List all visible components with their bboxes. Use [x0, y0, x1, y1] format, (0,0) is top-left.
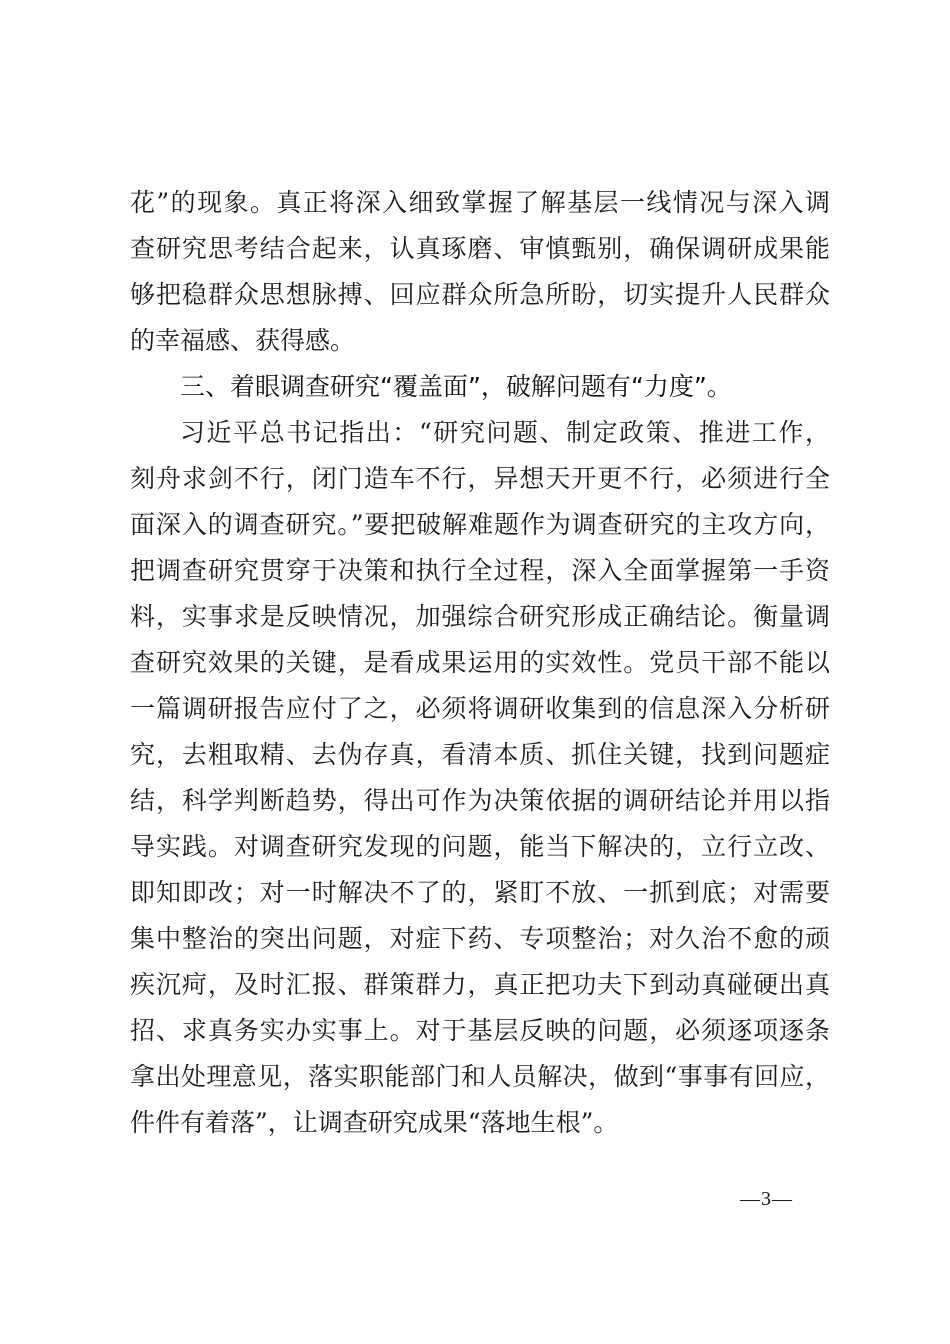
- body-text: [130, 180, 830, 1146]
- paragraph-line: 结，科学判断趋势，得出可作为决策依据的调研结论并用以指: [130, 786, 830, 815]
- page-number: —3—: [740, 1188, 793, 1210]
- paragraph-line: 的幸福感、获得感。: [130, 326, 356, 355]
- paragraph-line: 习近平总书记指出：“研究问题、制定政策、推进工作，: [180, 418, 830, 447]
- paragraph-line: 查研究思考结合起来，认真琢磨、审慎甄别，确保调研成果能: [130, 234, 830, 263]
- paragraph-line: 面深入的调查研究。”要把破解难题作为调查研究的主攻方向，: [130, 510, 830, 539]
- paragraph-line: 招、求真务实办实事上。对于基层反映的问题，必须逐项逐条: [130, 1016, 830, 1045]
- paragraph-line: 刻舟求剑不行，闭门造车不行，异想天开更不行，必须进行全: [130, 464, 830, 493]
- paragraph-line: 疾沉疴，及时汇报、群策群力，真正把功夫下到动真碰硬出真: [130, 970, 830, 999]
- paragraph-2: [130, 410, 830, 1146]
- paragraph-line: 一篇调研报告应付了之，必须将调研收集到的信息深入分析研: [130, 694, 830, 723]
- paragraph-line: 够把稳群众思想脉搏、回应群众所急所盼，切实提升人民群众: [130, 280, 830, 309]
- paragraph-line: 拿出处理意见，落实职能部门和人员解决，做到“事事有回应，: [130, 1062, 830, 1091]
- paragraph-line: 集中整治的突出问题，对症下药、专项整治；对久治不愈的顽: [130, 924, 830, 953]
- paragraph-line: 即知即改；对一时解决不了的，紧盯不放、一抓到底；对需要: [130, 878, 830, 907]
- paragraph-1: [130, 180, 830, 364]
- paragraph-line: 料，实事求是反映情况，加强综合研究形成正确结论。衡量调: [130, 602, 830, 631]
- paragraph-line: 导实践。对调查研究发现的问题，能当下解决的，立行立改、: [130, 832, 830, 861]
- section-heading: 三、着眼调查研究“覆盖面”，破解问题有“力度”。: [180, 372, 732, 401]
- paragraph-line: 件件有着落”，让调查研究成果“落地生根”。: [130, 1108, 619, 1137]
- paragraph-line: 究，去粗取精、去伪存真，看清本质、抓住关键，找到问题症: [130, 740, 830, 769]
- paragraph-line: 花”的现象。真正将深入细致掌握了解基层一线情况与深入调: [130, 188, 830, 217]
- paragraph-line: 查研究效果的关键，是看成果运用的实效性。党员干部不能以: [130, 648, 830, 677]
- paragraph-line: 把调查研究贯穿于决策和执行全过程，深入全面掌握第一手资: [130, 556, 830, 585]
